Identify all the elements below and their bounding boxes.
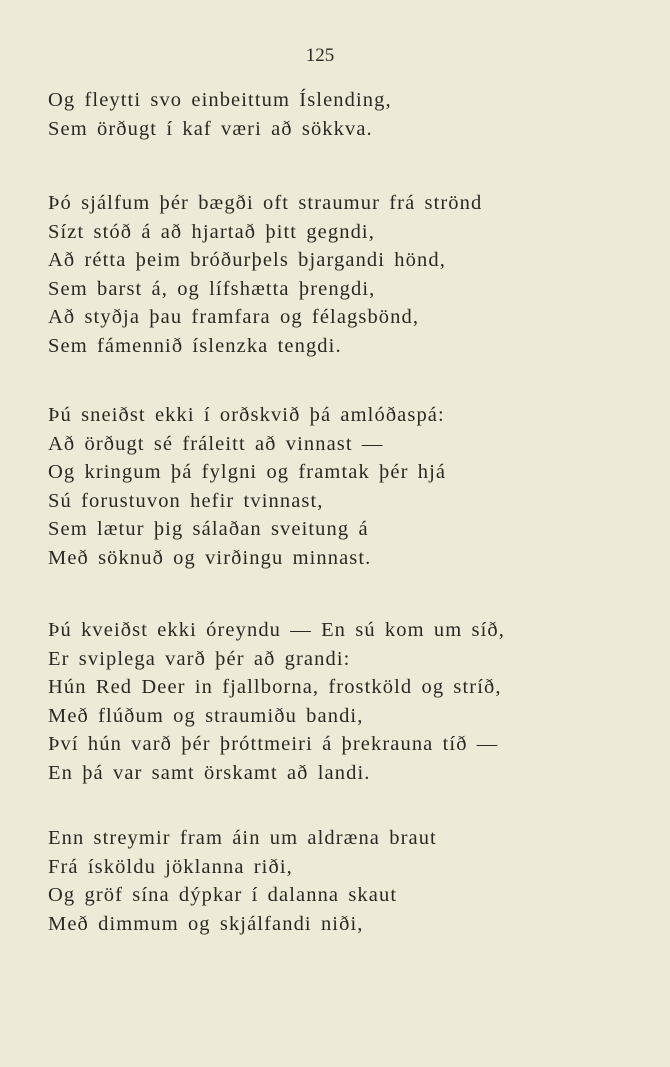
poem-line: Og fleytti svo einbeittum Íslending,	[48, 89, 392, 111]
poem-line: Þó sjálfum þér bægði oft straumur frá strönd	[48, 192, 483, 214]
poem-line: Frá ísköldu jöklanna riði,	[48, 855, 293, 878]
poem-line: Sem barst á, og lífshætta þrengdi,	[48, 277, 376, 300]
poem-line: En þá var samt örskamt að landi.	[48, 761, 371, 784]
poem-line: Er sviplega varð þér að grandi:	[48, 647, 351, 670]
poem-line: Og kringum þá fylgni og framtak þér hjá	[48, 461, 447, 484]
poem-line: Því hún varð þér þróttmeiri á þrekrauna tíð —	[48, 733, 499, 756]
poem-line: Með flúðum og straumiðu bandi,	[48, 704, 364, 727]
poem-line: Sem lætur þig sálaðan sveitung á	[48, 518, 369, 541]
poem-line: Þú kveiðst ekki óreyndu — En sú kom um síð,	[48, 619, 505, 641]
poem-line: Sem örðugt í kaf væri að sökkva.	[48, 117, 373, 140]
poem-line: Hún Red Deer in fjallborna, frostköld og stríð,	[48, 676, 502, 699]
poem-line: Með dimmum og skjálfandi niði,	[48, 912, 364, 935]
page-number: 125	[305, 45, 335, 66]
stanza-1	[48, 86, 392, 143]
poem-line: Að rétta þeim bróðurþels bjargandi hönd,	[48, 249, 446, 272]
stanza-5	[48, 824, 437, 938]
stanza-4	[48, 616, 505, 788]
poem-line: Með söknuð og virðingu minnast.	[48, 546, 372, 569]
poem-line: Sízt stóð á að hjartað þitt gegndi,	[48, 220, 375, 243]
stanza-3	[48, 401, 446, 573]
poem-line: Sú forustuvon hefir tvinnast,	[48, 489, 324, 512]
poem-line: Að styðja þau framfara og félagsbönd,	[48, 306, 420, 329]
poem-line: Þú sneiðst ekki í orðskvið þá amlóðaspá:	[48, 404, 445, 426]
poem-line: Sem fámennið íslenzka tengdi.	[48, 334, 342, 357]
poem-line: Og gröf sína dýpkar í dalanna skaut	[48, 884, 398, 907]
stanza-2	[48, 189, 482, 361]
poem-line: Enn streymir fram áin um aldræna braut	[48, 827, 437, 849]
poem-line: Að örðugt sé fráleitt að vinnast —	[48, 432, 384, 455]
